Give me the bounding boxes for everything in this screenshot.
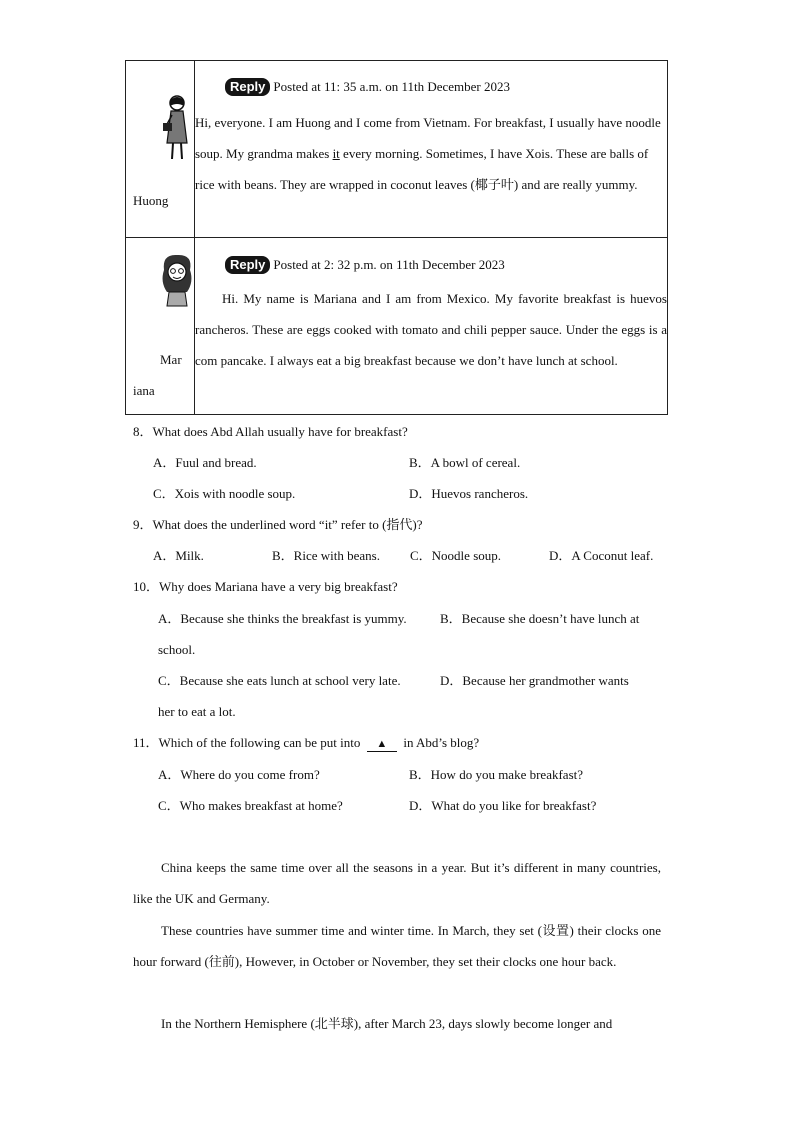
question-10: 10．Why does Mariana have a very big breakfast? — [133, 579, 398, 594]
post-text: Hi. My name is Mariana and I am from Mexico. My favorite breakfast is huevos rancheros. These are eggs cooked with tomato and chili pepper sauce. Under the eggs is a com pancake. I always eat a big breakfast because we don’t have lunch at school. — [195, 291, 667, 368]
username-huong: Huong — [133, 193, 169, 208]
q11-option-b[interactable]: B．How do you make breakfast? — [409, 767, 584, 782]
q10-option-b[interactable]: B．Because she doesn’t have lunch at — [440, 611, 640, 626]
avatar-mariana-icon — [160, 252, 194, 308]
post-timestamp: Posted at 2: 32 p.m. on 11th December 2023 — [273, 257, 505, 272]
q9-option-b[interactable]: B．Rice with beans. — [272, 548, 380, 563]
q11-option-c[interactable]: C．Who makes breakfast at home? — [158, 798, 343, 813]
q11-option-d[interactable]: D．What do you like for breakfast? — [409, 798, 597, 813]
post-mariana — [195, 238, 668, 415]
q8-option-b[interactable]: B．A bowl of cereal. — [409, 455, 521, 470]
underlined-word: it — [332, 146, 340, 161]
q8-option-c[interactable]: C．Xois with noodle soup. — [153, 486, 296, 501]
user-cell-mariana — [126, 238, 195, 415]
q10-option-d-cont: her to eat a lot. — [158, 704, 236, 719]
q11-option-a[interactable]: A．Where do you come from? — [158, 767, 320, 782]
q10-option-b-cont: school. — [158, 642, 196, 657]
blog-table — [125, 60, 668, 415]
question-8: 8．What does Abd Allah usually have for breakfast? — [133, 424, 408, 439]
post-timestamp: Posted at 11: 35 a.m. on 11th December 2023 — [273, 79, 511, 94]
username-mariana-line1: Mar — [160, 352, 182, 367]
post-text: Hi, everyone. I am Huong and I come from Vietnam. For breakfast, I usually have noodle soup. My grandma makes it every morning. Sometimes, I have Xois. These are balls of rice with beans. They are wrapped in coconut leaves (椰子叶) and are really yummy. — [195, 115, 661, 192]
q9-option-d[interactable]: D．A Coconut leaf. — [549, 548, 654, 563]
q8-option-d[interactable]: D．Huevos rancheros. — [409, 486, 529, 501]
q8-option-a[interactable]: A．Fuul and bread. — [153, 455, 257, 470]
question-9: 9．What does the underlined word “it” refer to (指代)? — [133, 517, 423, 532]
passage-paragraph-1: China keeps the same time over all the seasons in a year. But it’s different in many countries, like the UK and Germany. — [133, 860, 661, 906]
q10-option-c[interactable]: C．Because she eats lunch at school very late. — [158, 673, 401, 688]
user-cell-huong — [126, 61, 195, 238]
post-huong — [195, 61, 668, 238]
username-mariana-line2: iana — [133, 383, 155, 398]
passage-paragraph-2: These countries have summer time and winter time. In March, they set (设置) their clocks one hour forward (往前), However, in October or November, they set their clocks one hour back. — [133, 923, 661, 969]
q9-option-c[interactable]: C．Noodle soup. — [410, 548, 502, 563]
passage-paragraph-3: In the Northern Hemisphere (北半球), after March 23, days slowly become longer and — [161, 1016, 613, 1031]
avatar-huong-icon — [160, 93, 194, 165]
reply-button[interactable]: Reply — [225, 256, 270, 274]
q9-option-a[interactable]: A．Milk. — [153, 548, 204, 563]
question-11: 11．Which of the following can be put into ▲ in Abd’s blog? — [133, 735, 480, 750]
answer-blank: ▲ — [367, 737, 397, 752]
q10-option-a[interactable]: A．Because she thinks the breakfast is yummy. — [158, 611, 407, 626]
reply-button[interactable]: Reply — [225, 78, 270, 96]
q10-option-d[interactable]: D．Because her grandmother wants — [440, 673, 629, 688]
